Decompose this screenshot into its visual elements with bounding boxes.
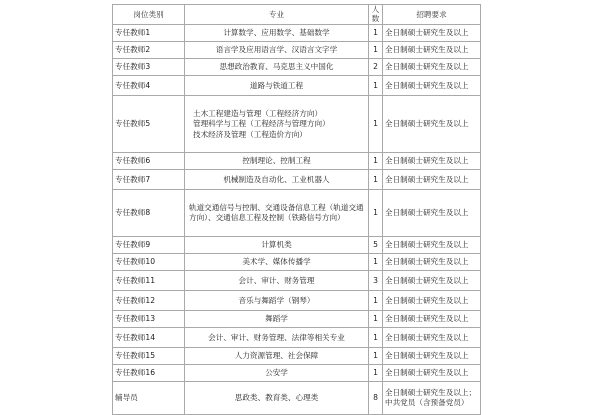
post-cell: 专任教师10 [113,253,185,270]
requirement-cell: 全日制硕士研究生及以上 [383,189,481,236]
count-cell: 5 [369,236,383,253]
major-cell: 公安学 [185,364,369,381]
requirement-cell: 全日制硕士研究生及以上 [383,95,481,152]
major-cell: 人力资源管理、社会保障 [185,347,369,364]
table-row [113,347,481,364]
table-row [113,24,481,41]
count-cell: 1 [369,290,383,310]
major-cell: 思政类、教育类、心理类 [185,381,369,414]
requirement-cell: 全日制硕士研究生及以上 [383,290,481,310]
requirement-cell: 全日制硕士研究生及以上 [383,236,481,253]
post-cell: 专任教师4 [113,75,185,95]
post-cell: 专任教师2 [113,41,185,58]
table-row [113,189,481,236]
count-cell: 1 [369,327,383,347]
table-row [113,152,481,169]
post-cell: 专任教师1 [113,24,185,41]
major-cell [185,95,369,152]
count-cell: 1 [369,253,383,270]
major-cell: 美术学、媒体传播学 [185,253,369,270]
post-cell: 专任教师15 [113,347,185,364]
major-cell: 控制理论、控制工程 [185,152,369,169]
table-row [113,169,481,189]
major-cell: 会计、审计、财务管理、法律等相关专业 [185,327,369,347]
table-row [113,95,481,152]
count-cell: 1 [369,95,383,152]
table-row [113,41,481,58]
post-cell: 专任教师6 [113,152,185,169]
requirement-cell: 全日制硕士研究生及以上 [383,347,481,364]
post-cell: 专任教师7 [113,169,185,189]
recruitment-table [112,4,481,415]
major-cell: 语言学及应用语言学、汉语言文字学 [185,41,369,58]
table-row [113,270,481,290]
major-cell: 音乐与舞蹈学（钢琴） [185,290,369,310]
table-row [113,364,481,381]
count-cell: 1 [369,152,383,169]
count-cell: 1 [369,41,383,58]
table-row [113,236,481,253]
table-row [113,290,481,310]
count-cell: 1 [369,189,383,236]
post-cell: 专任教师16 [113,364,185,381]
major-line: 土木工程建造与管理（工程经济方向） [193,108,323,118]
requirement-cell: 全日制硕士研究生及以上 [383,75,481,95]
header-major: 专业 [185,5,369,25]
table-row [113,58,481,75]
table-row [113,381,481,414]
count-cell: 1 [369,75,383,95]
count-cell: 1 [369,364,383,381]
count-cell: 2 [369,58,383,75]
table-row [113,75,481,95]
post-cell: 专任教师3 [113,58,185,75]
requirement-cell: 全日制硕士研究生及以上 [383,270,481,290]
post-cell: 专任教师8 [113,189,185,236]
header-count: 人数 [369,5,383,25]
major-cell: 轨道交通信号与控制、交通设备信息工程（轨道交通方向）、交通信息工程及控制（铁路信号方向） [185,189,369,236]
major-cell: 道路与铁道工程 [185,75,369,95]
major-cell: 计算机类 [185,236,369,253]
count-cell: 1 [369,169,383,189]
requirement-cell: 全日制硕士研究生及以上 [383,41,481,58]
requirement-cell: 全日制硕士研究生及以上 [383,24,481,41]
post-cell: 专任教师5 [113,95,185,152]
post-cell: 专任教师13 [113,310,185,327]
table-row [113,327,481,347]
header-requirement: 招聘要求 [383,5,481,25]
major-cell: 思想政治教育、马克思主义中国化 [185,58,369,75]
major-line: 管理科学与工程（工程经济与管理方向） [193,119,330,129]
requirement-cell: 全日制硕士研究生及以上 [383,327,481,347]
requirement-cell: 全日制硕士研究生及以上；中共党员（含预备党员） [383,381,481,414]
post-cell: 专任教师14 [113,327,185,347]
major-cell: 计算数学、应用数学、基础数学 [185,24,369,41]
major-cell: 舞蹈学 [185,310,369,327]
post-cell: 专任教师11 [113,270,185,290]
header-post: 岗位类别 [113,5,185,25]
major-line: 技术经济及管理（工程造价方向） [193,129,307,139]
post-cell: 专任教师12 [113,290,185,310]
count-cell: 1 [369,347,383,364]
count-cell: 1 [369,310,383,327]
requirement-cell: 全日制硕士研究生及以上 [383,310,481,327]
requirement-cell: 全日制硕士研究生及以上 [383,364,481,381]
post-cell: 专任教师9 [113,236,185,253]
count-cell: 8 [369,381,383,414]
table-row [113,310,481,327]
requirement-cell: 全日制硕士研究生及以上 [383,152,481,169]
post-cell: 辅导员 [113,381,185,414]
table-row [113,253,481,270]
requirement-cell: 全日制硕士研究生及以上 [383,169,481,189]
table-header-row [113,5,481,25]
count-cell: 1 [369,24,383,41]
major-cell: 机械制造及自动化、工业机器人 [185,169,369,189]
count-cell: 3 [369,270,383,290]
requirement-cell: 全日制硕士研究生及以上 [383,253,481,270]
major-cell: 会计、审计、财务管理 [185,270,369,290]
requirement-cell: 全日制硕士研究生及以上 [383,58,481,75]
